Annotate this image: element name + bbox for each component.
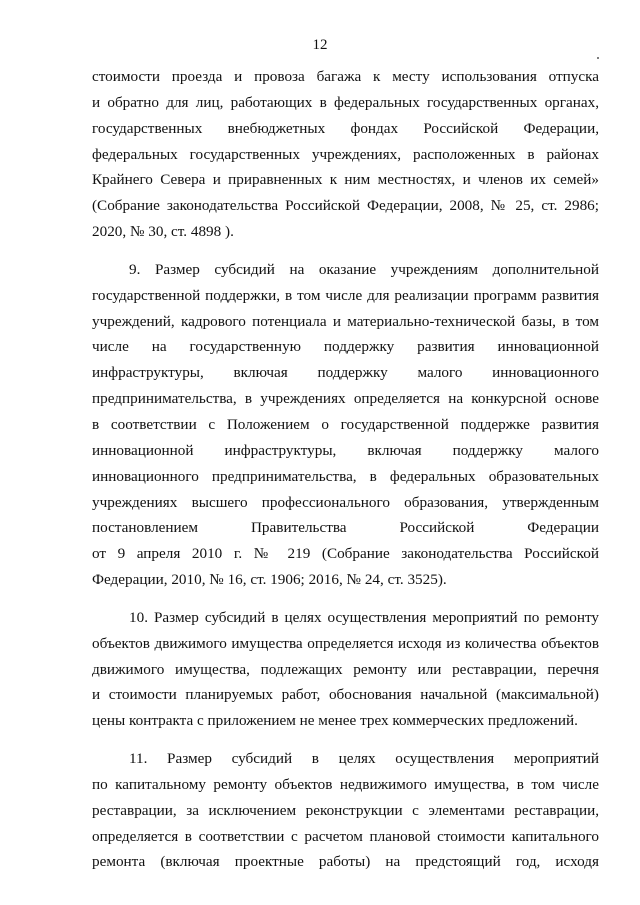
text-line: по капитальному ремонту объектов недвижимого имущества, в том числе: [92, 775, 599, 793]
paragraph-gap: [92, 734, 599, 746]
text-line: постановлением Правительства Российской Федерации: [92, 519, 599, 537]
paragraph-item-9: [92, 257, 599, 593]
scan-speck: [597, 57, 599, 59]
paragraph-continuation: [92, 64, 599, 245]
text-line: 9. Размер субсидий на оказание учреждениям дополнительной: [129, 260, 599, 278]
text-line: 10. Размер субсидий в целях осуществления мероприятий по ремонту: [129, 608, 599, 626]
paragraph-item-10: [92, 605, 599, 734]
document-body: [92, 64, 599, 875]
text-line: 2020, № 30, ст. 4898 ).: [92, 223, 234, 241]
text-line: движимого имущества, подлежащих ремонту или реставрации, перечня: [92, 660, 599, 678]
text-line: инновационной инфраструктуры, включая поддержку малого: [92, 441, 599, 459]
paragraph-gap: [92, 593, 599, 605]
text-line: учреждений, кадрового потенциала и материально-технической базы, в том: [92, 312, 599, 330]
text-line: (Собрание законодательства Российской Федерации, 2008, № 25, ст. 2986;: [92, 197, 599, 215]
text-line: ремонта (включая проектные работы) на предстоящий год, исходя: [92, 853, 599, 871]
text-line: государственной поддержки, в том числе для реализации программ развития: [92, 286, 599, 304]
text-line: и стоимости планируемых работ, обоснования начальной (максимальной): [92, 686, 599, 704]
text-line: в соответствии с Положением о государственной поддержке развития: [92, 415, 599, 433]
text-line: объектов движимого имущества определяется исходя из количества объектов: [92, 634, 599, 652]
text-line: определяется в соответствии с расчетом плановой стоимости капитального: [92, 827, 599, 845]
text-line: цены контракта с приложением не менее трех коммерческих предложений.: [92, 712, 578, 730]
text-line: и обратно для лиц, работающих в федеральных государственных органах,: [92, 93, 599, 111]
text-line: Федерации, 2010, № 16, ст. 1906; 2016, № 24, ст. 3525).: [92, 571, 447, 589]
page-number: 12: [312, 37, 328, 53]
text-line: инновационного предпринимательства, в федеральных образовательных: [92, 467, 599, 485]
text-line: инфраструктуры, включая поддержку малого инновационного: [92, 364, 599, 382]
text-line: стоимости проезда и провоза багажа к месту использования отпуска: [92, 68, 599, 85]
text-line: предпринимательства, в учреждениях определяется на конкурсной основе: [92, 390, 599, 408]
text-line: от 9 апреля 2010 г. № 219 (Собрание законодательства Российской: [92, 545, 599, 563]
text-line: 11. Размер субсидий в целях осуществления мероприятий: [129, 750, 599, 768]
text-line: учреждениях высшего профессионального образования, утвержденным: [92, 493, 599, 511]
text-line: государственных внебюджетных фондах Российской Федерации,: [92, 119, 599, 137]
text-line: числе на государственную поддержку развития инновационной: [92, 338, 599, 356]
paragraph-gap: [92, 245, 599, 257]
text-line: реставрации, за исключением реконструкции с элементами реставрации,: [92, 801, 599, 819]
paragraph-item-11: [92, 746, 599, 875]
text-line: Крайнего Севера и приравненных к ним местностях, и членов их семей»: [92, 171, 599, 189]
text-line: федеральных государственных учреждениях, расположенных в районах: [92, 145, 599, 163]
